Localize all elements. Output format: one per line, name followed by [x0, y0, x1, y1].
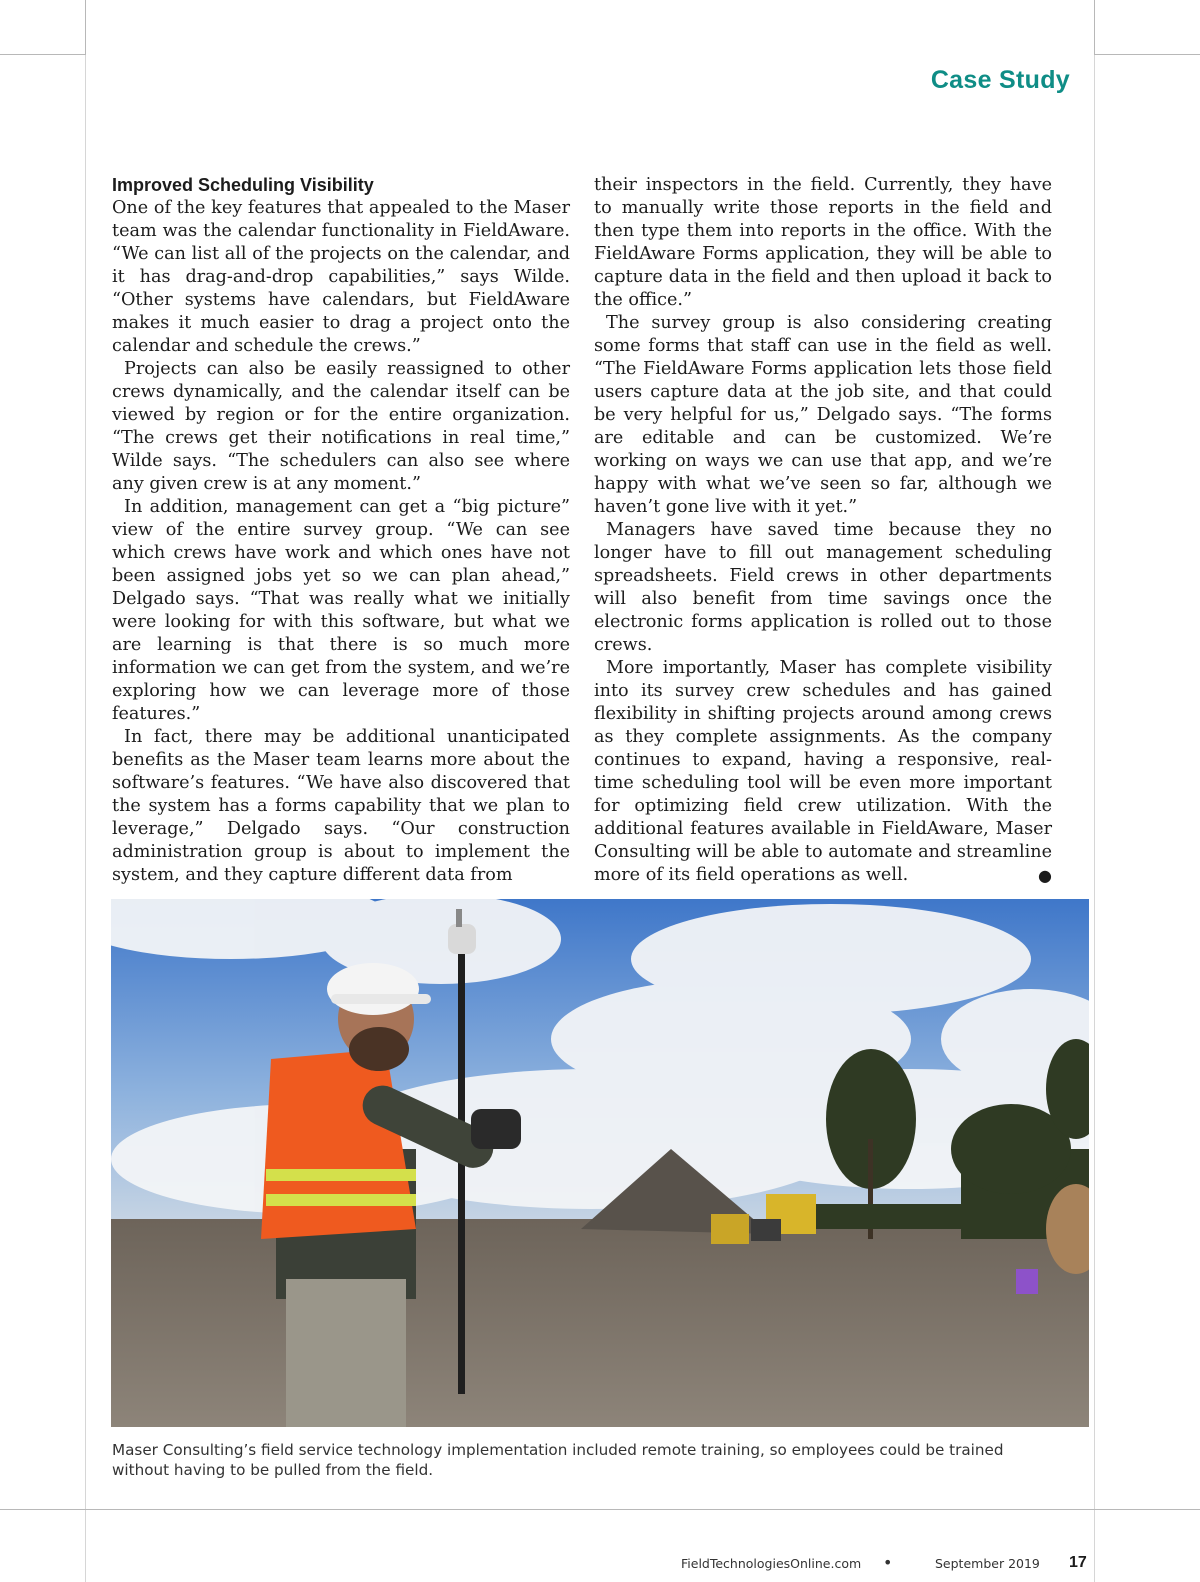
crop-mark-right — [1094, 0, 1095, 55]
end-mark-icon: ● — [1038, 866, 1052, 885]
paragraph-final — [594, 657, 1052, 887]
page-number: 17 — [1069, 1554, 1087, 1571]
paragraph: In fact, there may be additional unanticipated benefits as the Maser team learns more about the software’s features. “We have also discovered that the system has a forms capability that we plan to leverage,” Delgado says. “Our construction administration group is about to implement the system, and they capture different data from — [112, 727, 570, 885]
surveyor-photo-illustration — [111, 899, 1089, 1427]
section-label: Case Study — [930, 66, 1070, 94]
crop-mark-left — [85, 0, 86, 55]
paragraph: Managers have saved time because they no longer have to fill out management scheduling spreadsheets. Field crews in other departments will also benefit from time savings once the electronic forms application is rolled out to those crews. — [594, 520, 1052, 655]
photo-caption: Maser Consulting’s field service technology implementation included remote training, so employees could be trained without having to be pulled from the field. — [112, 1441, 1004, 1479]
footer-date: September 2019 — [935, 1556, 1040, 1571]
footer-site: FieldTechnologiesOnline.com — [681, 1556, 862, 1571]
paragraph: Projects can also be easily reassigned to other crews dynamically, and the calendar itself can be viewed by region or for the entire organization. “The crews get their notifications in real time,” Wilde says. “The schedulers can also see where any given crew is at any moment.” — [112, 359, 570, 494]
crop-mark-bottom — [0, 1509, 1200, 1510]
crop-mark-left-lower — [85, 55, 86, 1582]
crop-mark-top-right — [1094, 54, 1200, 55]
footer-separator-icon: • — [883, 1553, 893, 1572]
paragraph: The survey group is also considering creating some forms that staff can use in the field as well. “The FieldAware Forms application lets those field users capture data at the job site, and that could be very helpful for us,” Delgado says. “The forms are editable and can be customized. We’re working on ways we can use that app, and we’re happy with what we’ve seen so far, although we haven’t gone live with it yet.” — [594, 313, 1052, 517]
paragraph: In addition, management can get a “big picture” view of the entire survey group. “We can see which crews have work and which ones have not been assigned jobs yet so we can plan ahead,” Delgado says. “That was really what we initially were looking for with this software, but what we are learning is that there is so much more information we can get from the system, and we’re exploring how we can leverage more of those features.” — [112, 497, 570, 724]
page-footer — [0, 1553, 1200, 1576]
paragraph: their inspectors in the field. Currently, they have to manually write those reports in the field and then type them into reports in the office. With the FieldAware Forms application, they will be able to capture data in the field and then upload it back to the office.” — [594, 175, 1052, 310]
paragraph-final-text: More importantly, Maser has complete visibility into its survey crew schedules and has gained flexibility in shifting projects around among crews as they complete assignments. As the company continues to expand, having a responsive, real-time scheduling tool will be even more important for optimizing field crew utilization. With the additional features available in FieldAware, Maser Consulting will be able to automate and streamline more of its field operations as well. — [594, 658, 1052, 885]
purple-bucket — [1016, 1269, 1038, 1294]
section-heading: Improved Scheduling Visibility — [112, 175, 374, 195]
article-photo — [111, 899, 1089, 1427]
crop-mark-top-left — [0, 54, 86, 55]
crop-mark-right-lower — [1094, 55, 1095, 1582]
article-column-left — [112, 174, 570, 887]
dirt-ground — [111, 1219, 1089, 1427]
paragraph: One of the key features that appealed to the Maser team was the calendar functionality in FieldAware. “We can list all of the projects on the calendar, and it has drag-and-drop capabilities,” says Wilde. “Other systems have calendars, but FieldAware makes it much easier to drag a project onto the calendar and schedule the crews.” — [112, 198, 570, 356]
article-column-right — [594, 174, 1052, 887]
